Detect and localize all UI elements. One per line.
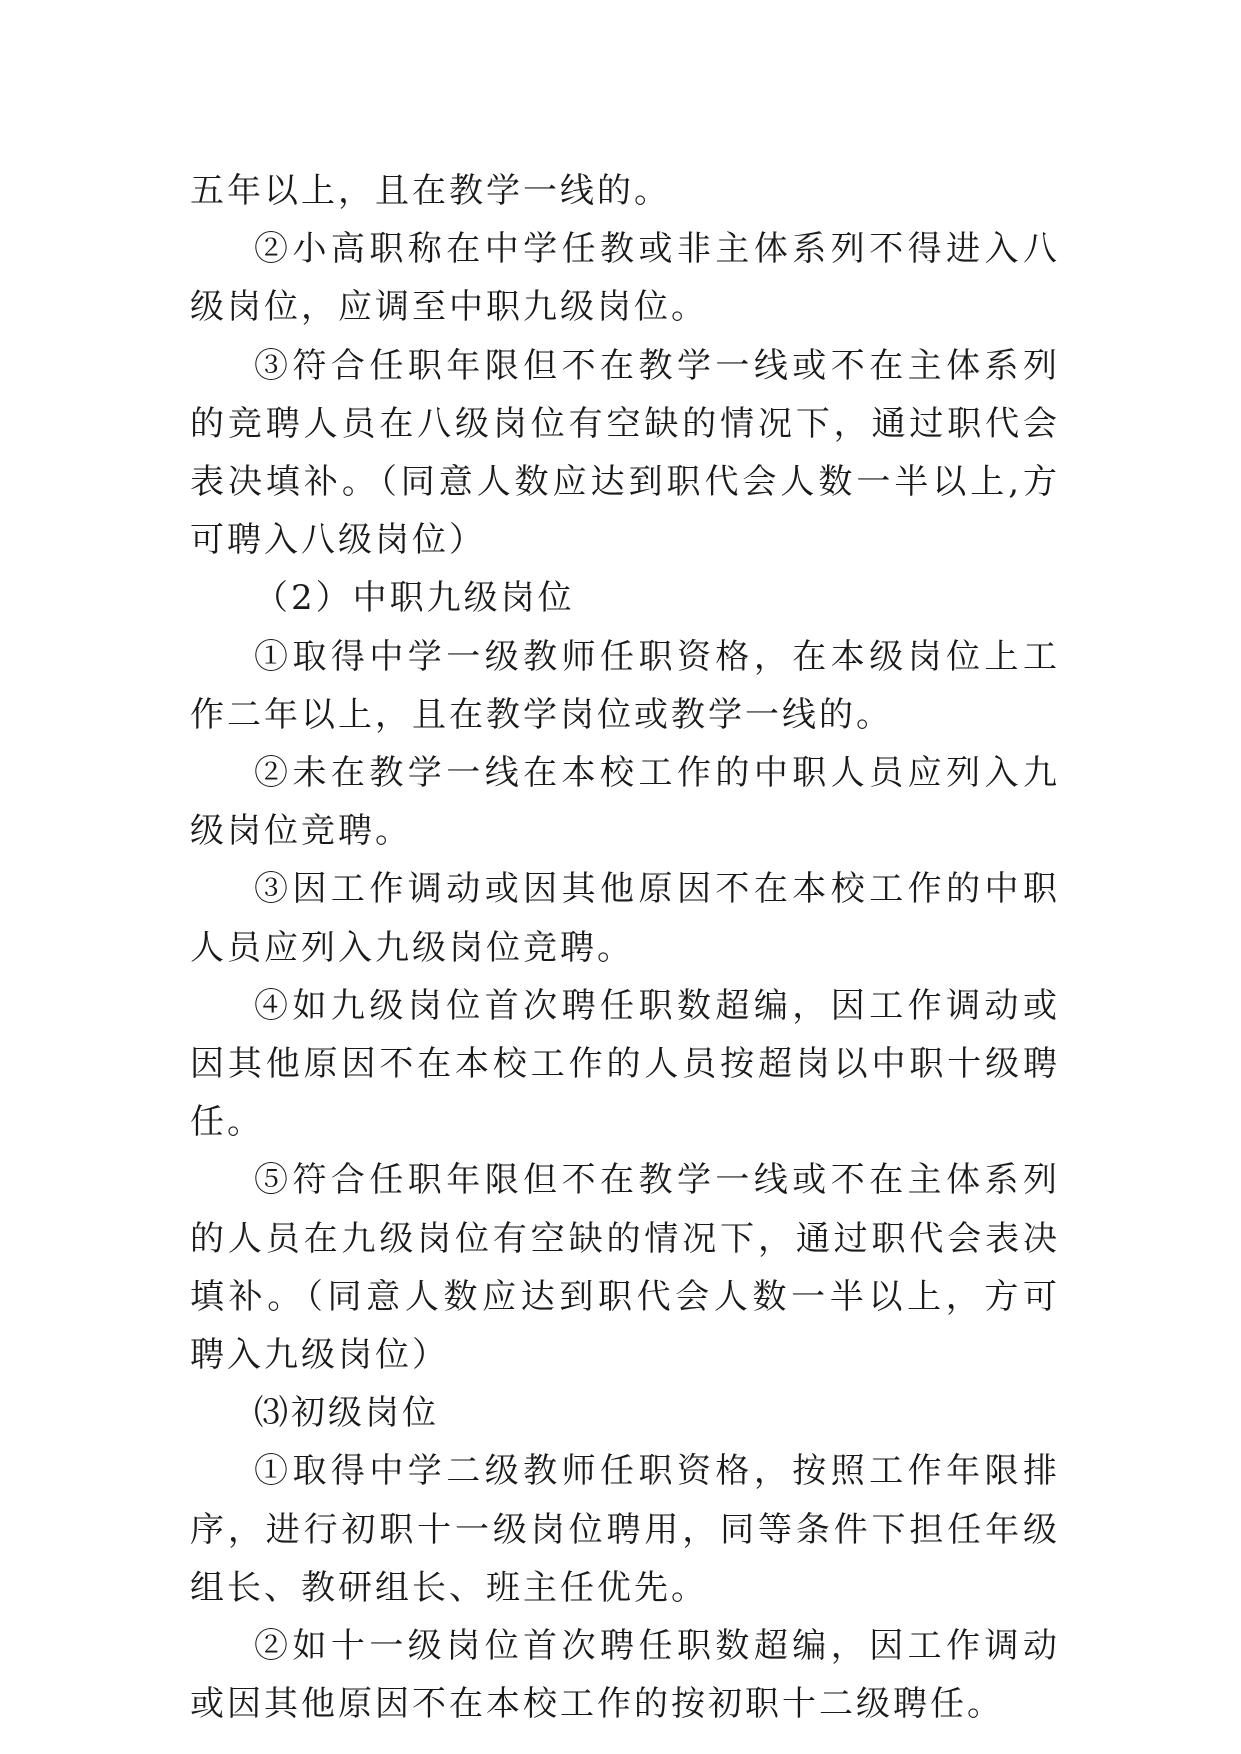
paragraph-item-2: ②如十一级岗位首次聘任职数超编，因工作调动或因其他原因不在本校工作的按初职十二级聘任。 <box>190 1626 1060 1725</box>
paragraph-item-5: ⑤符合任职年限但不在教学一线或不在主体系列的人员在九级岗位有空缺的情况下，通过职代会表决填补。（同意人数应达到职代会人数一半以上，方可聘入九级岗位） <box>190 1160 1060 1376</box>
paragraph-item-1: ①取得中学二级教师任职资格，按照工作年限排序，进行初职十一级岗位聘用，同等条件下担任年级组长、教研组长、班主任优先。 <box>190 1451 1060 1608</box>
paragraph-item-2: ②未在教学一线在本校工作的中职人员应列入九级岗位竞聘。 <box>190 753 1060 852</box>
paragraph-item-3: ③符合任职年限但不在教学一线或不在主体系列的竞聘人员在八级岗位有空缺的情况下，通过职代会表决填补。（同意人数应达到职代会人数一半以上,方可聘入八级岗位） <box>190 345 1060 561</box>
paragraph-item-2: ②小高职称在中学任教或非主体系列不得进入八级岗位，应调至中职九级岗位。 <box>190 229 1060 328</box>
paragraph-item-3: ③因工作调动或因其他原因不在本校工作的中职人员应列入九级岗位竞聘。 <box>190 869 1060 968</box>
document-body <box>190 162 1060 1733</box>
paragraph-item-4: ④如九级岗位首次聘任职数超编，因工作调动或因其他原因不在本校工作的人员按超岗以中职十级聘任。 <box>190 985 1060 1143</box>
section-heading-junior-level: ⑶初级岗位 <box>254 1393 439 1434</box>
paragraph-item-1: ①取得中学一级教师任职资格，在本级岗位上工作二年以上，且在教学岗位或教学一线的。 <box>190 636 1060 735</box>
paragraph-continuation: 五年以上，且在教学一线的。 <box>190 171 671 211</box>
section-heading-intermediate-level-9: （2）中职九级岗位 <box>254 578 575 619</box>
